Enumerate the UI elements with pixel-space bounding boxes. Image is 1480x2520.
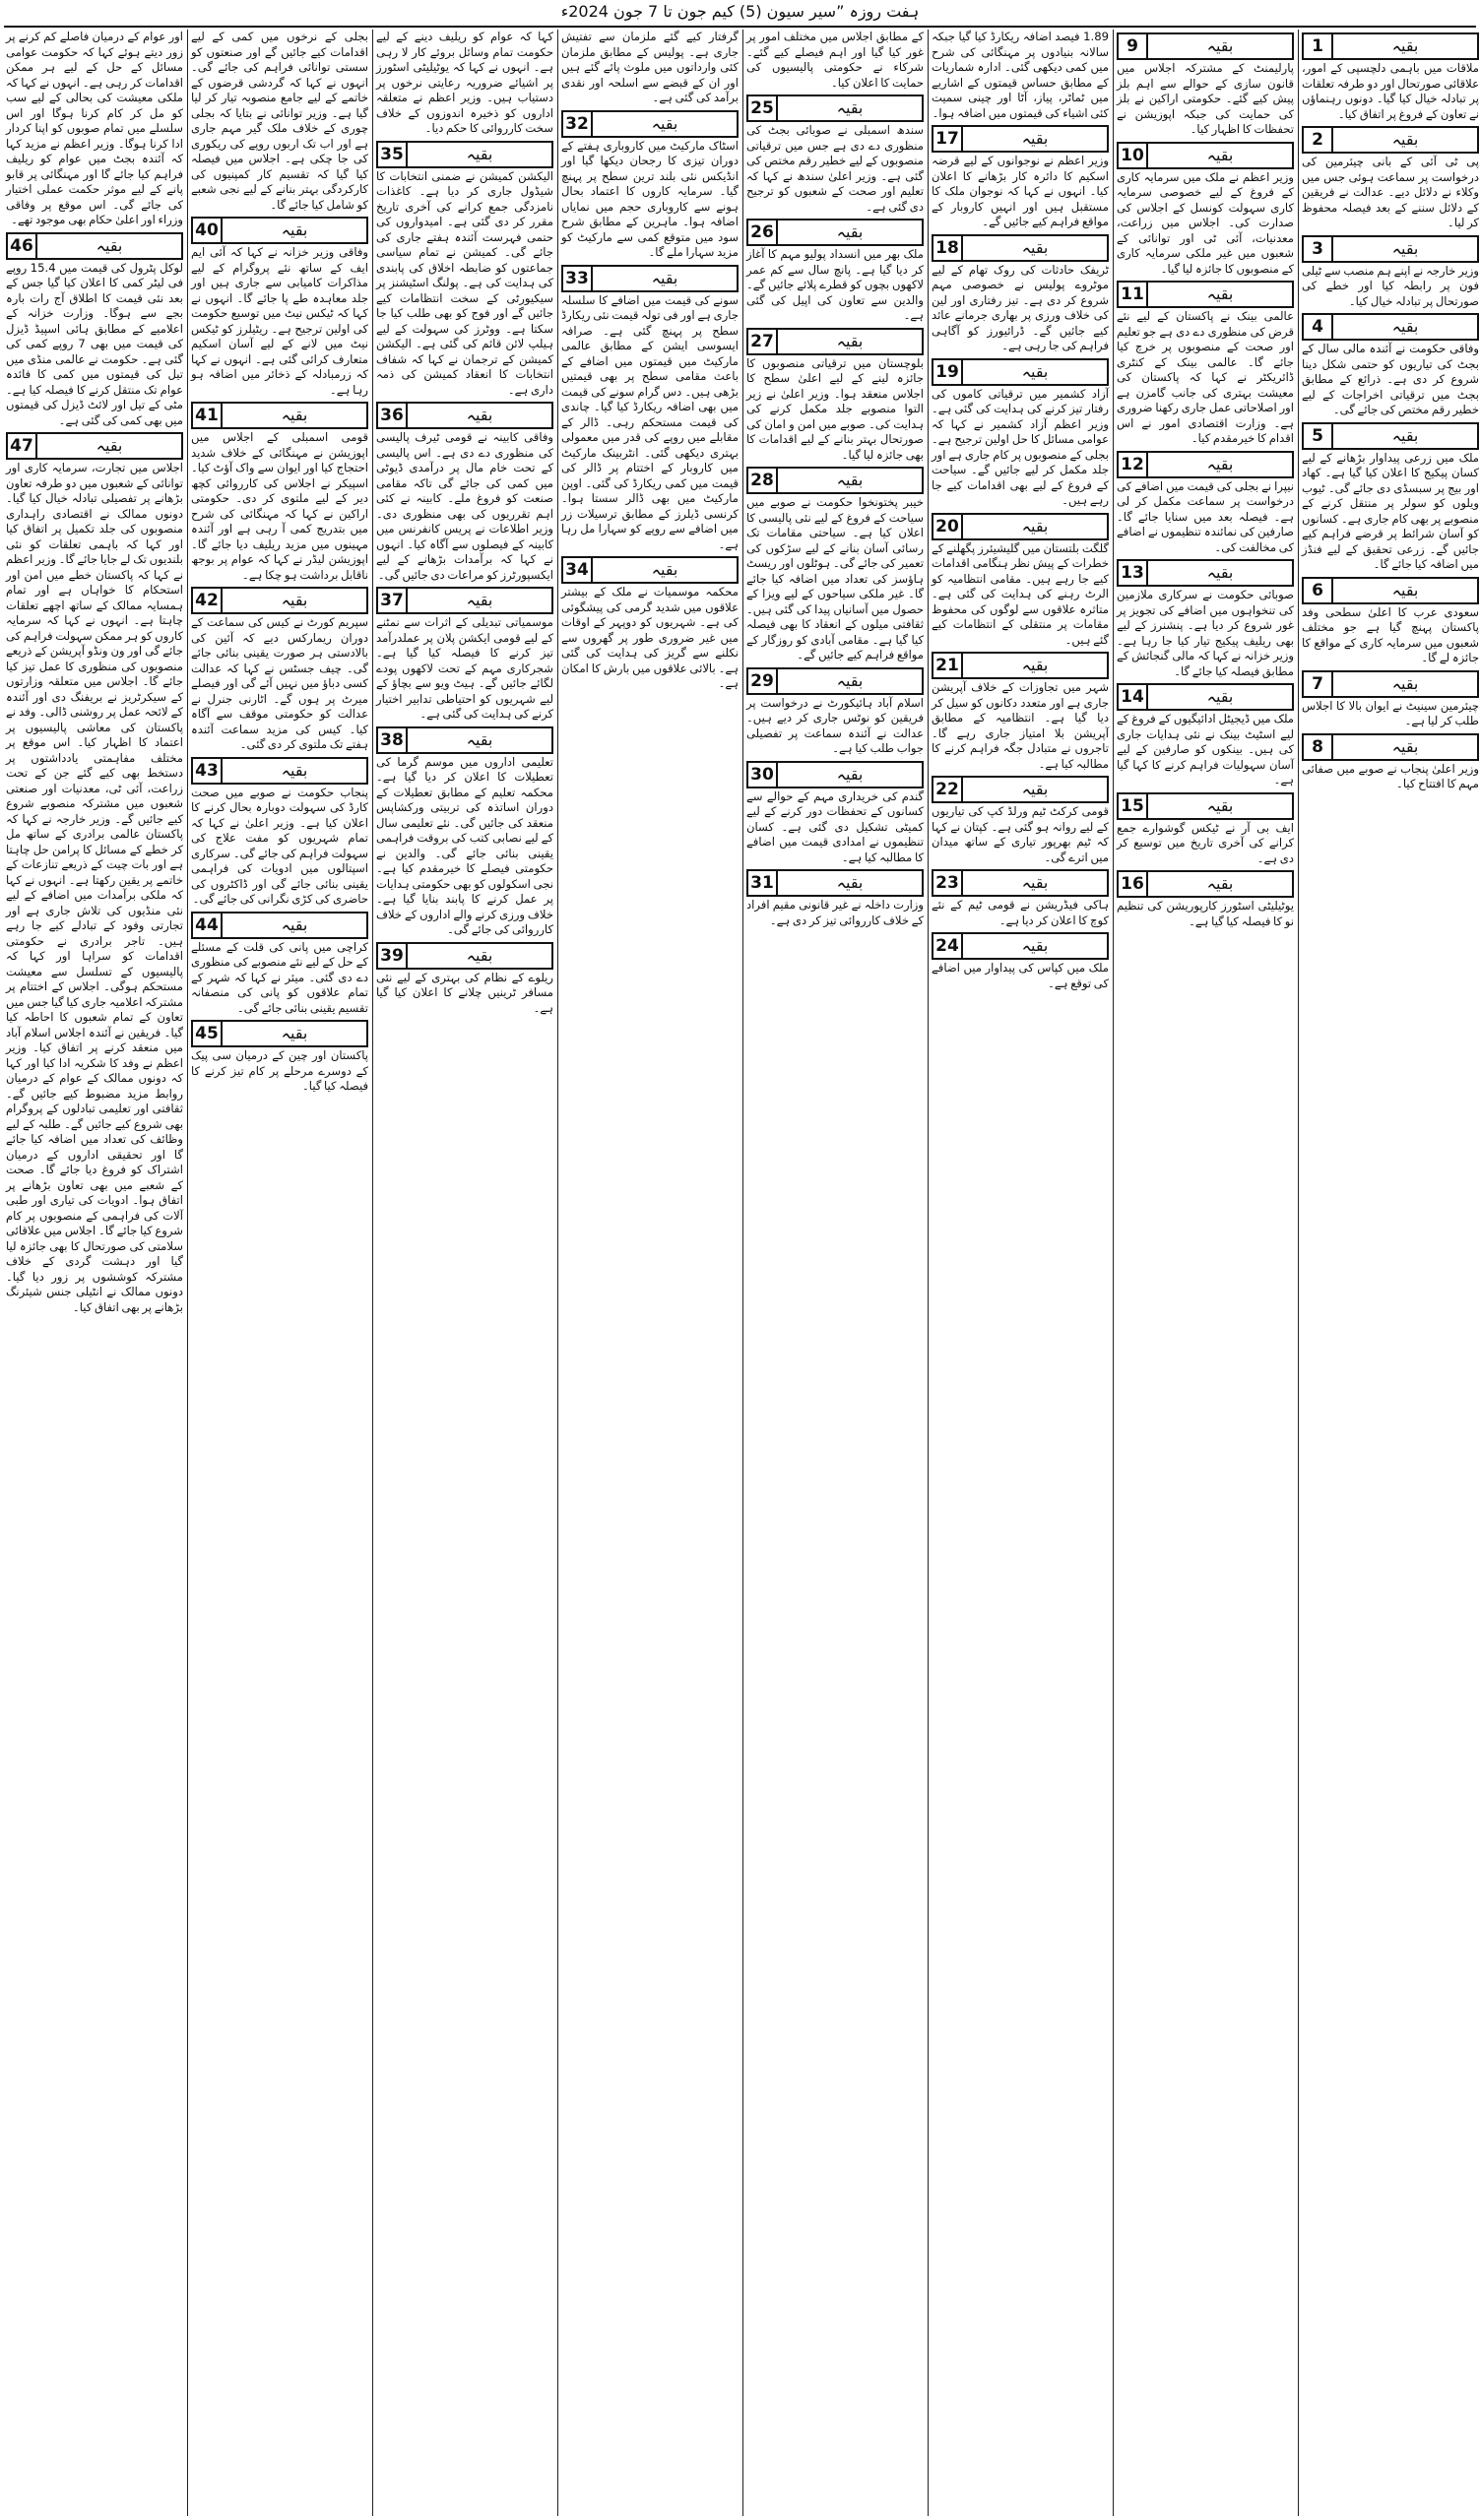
continuation-tag	[561, 265, 739, 290]
continuation-label: بقیہ	[778, 467, 924, 494]
column-divider	[557, 30, 558, 2516]
continuation-label: بقیہ	[963, 869, 1109, 897]
continuation-number: 31	[746, 869, 778, 897]
article-text: تعلیمی اداروں میں موسم گرما کی تعطیلات کا اعلان کر دیا گیا ہے۔ محکمہ تعلیم کے مطابق تعطیلات کے دوران اساتذہ کی تربیتی ورکشاپس منعقد کی جائیں گی۔ نئے تعلیمی سال کے لیے نصابی کتب کی بروقت فراہمی یقینی بنائی جائے گی۔ والدین نے حکومتی فیصلے کا خیرمقدم کیا ہے۔ نجی اسکولوں کو بھی حکومتی ہدایات پر عمل کرنے کا پابند بنایا گیا ہے۔ خلاف ورزی کرنے والے اداروں کے خلاف کارروائی کی جائے گی۔	[376, 754, 553, 936]
continuation-tag	[1302, 577, 1479, 602]
continuation-label: بقیہ	[223, 757, 368, 785]
continuation-label: بقیہ	[1148, 32, 1294, 60]
continuation-label: بقیہ	[778, 94, 924, 122]
continuation-tag	[932, 234, 1109, 260]
article-text: اسٹاک مارکیٹ میں کاروباری ہفتے کے دوران تیزی کا رجحان دیکھا گیا اور انڈیکس نئی بلند ترین سطح پر پہنچ گیا۔ سرمایہ کاروں کا اعتماد بحال ہونے سے کاروباری حجم میں نمایاں اضافہ ہوا۔ ماہرین کے مطابق شرح سود میں متوقع کمی سے مارکیٹ کو مزید سہارا ملے گا۔	[561, 138, 739, 259]
continuation-number: 27	[746, 328, 778, 355]
continuation-label: بقیہ	[408, 141, 553, 168]
article-text: نیپرا نے بجلی کی قیمت میں اضافے کی درخواست پر سماعت مکمل کر لی ہے۔ فیصلہ بعد میں سنایا جائے گا۔ صارفین کی نمائندہ تنظیموں نے اضافے کی مخالفت کی۔	[1117, 478, 1294, 554]
continuation-label: بقیہ	[778, 219, 924, 246]
continuation-tag	[1302, 733, 1479, 759]
continuation-number: 5	[1302, 422, 1333, 450]
article-text: وزارت داخلہ نے غیر قانونی مقیم افراد کے خلاف کارروائی تیز کر دی ہے۔	[746, 898, 924, 927]
article-text: ملک بھر میں انسداد پولیو مہم کا آغاز کر دیا گیا ہے۔ پانچ سال سے کم عمر لاکھوں بچوں کو قطرے پلائے جائیں گے۔ والدین سے تعاون کی اپیل کی گئی ہے۔	[746, 247, 924, 322]
column-divider	[187, 30, 188, 2516]
continuation-label: بقیہ	[593, 110, 739, 138]
continuation-label: بقیہ	[1333, 313, 1479, 341]
article-text: موسمیاتی تبدیلی کے اثرات سے نمٹنے کے لیے قومی ایکشن پلان پر عملدرآمد تیز کرنے کا فیصلہ کیا گیا ہے۔ شجرکاری مہم کے تحت لاکھوں پودے لگائے جائیں گے۔ ہیٹ ویو سے بچاؤ کے لیے شہریوں کو احتیاطی تدابیر اختیار کرنے کی ہدایت کی گئی ہے۔	[376, 615, 553, 721]
continuation-tag	[1302, 235, 1479, 261]
continuation-number: 14	[1117, 683, 1148, 711]
continuation-tag	[932, 652, 1109, 677]
continuation-block	[376, 587, 553, 723]
continuation-block	[1117, 142, 1294, 278]
continuation-tag	[1117, 870, 1294, 896]
continuation-label: بقیہ	[1148, 451, 1294, 478]
continuation-number: 26	[746, 219, 778, 246]
continuation-block	[746, 328, 924, 464]
article-text: عالمی بینک نے پاکستان کے لیے نئے قرض کی منظوری دے دی ہے جو تعلیم اور صحت کے منصوبوں پر خرچ کیا جائے گا۔ عالمی بینک کے کنٹری ڈائریکٹر نے کہا کہ پاکستان کی معیشت بہتری کی جانب گامزن ہے اور اصلاحاتی عمل جاری رکھنا ضروری ہے۔ وزارت اقتصادی امور نے اس اقدام کا خیرمقدم کیا۔	[1117, 309, 1294, 445]
continuation-number: 46	[6, 232, 37, 260]
continuation-block	[932, 30, 1109, 121]
article-text: لوکل پٹرول کی قیمت میں 15.4 روپے فی لیٹر کمی کا اعلان کیا گیا جس کے بعد نئی قیمت کا اطلاق آج رات بارہ بجے سے ہوگا۔ وزارت خزانہ کے اعلامیے کے مطابق ہائی اسپیڈ ڈیزل کی قیمت میں بھی 7 روپے کمی کی گئی ہے۔ حکومت نے عالمی منڈی میں تیل کی قیمتوں میں کمی کا فائدہ عوام تک منتقل کرنے کا فیصلہ کیا ہے۔ مٹی کے تیل اور لائٹ ڈیزل کی قیمتوں میں بھی کمی کی گئی ہے۔	[6, 260, 183, 427]
article-text: قومی کرکٹ ٹیم ورلڈ کپ کی تیاریوں کے لیے روانہ ہو گئی ہے۔ کپتان نے کہا کہ ٹیم بھرپور تیاری کے ساتھ میدان میں اترے گی۔	[932, 804, 1109, 864]
article-text: سندھ اسمبلی نے صوبائی بجٹ کی منظوری دے دی ہے جس میں ترقیاتی منصوبوں کے لیے خطیر رقم مختص کی گئی ہے۔ وزیر اعلیٰ سندھ نے کہا کہ تعلیم اور صحت کے شعبوں کو ترجیح دی گئی ہے۔	[746, 123, 924, 214]
continuation-block	[1302, 670, 1479, 729]
continuation-block	[932, 869, 1109, 928]
continuation-label: بقیہ	[408, 402, 553, 429]
article-text: آزاد کشمیر میں ترقیاتی کاموں کی رفتار تیز کرنے کی ہدایت کی گئی ہے۔ وزیر اعظم آزاد کشمیر نے کہا کہ عوامی مسائل کا حل اولین ترجیح ہے۔ بجلی کے منصوبوں پر کام جاری ہے اور جلد مکمل کر لیے جائیں گے۔ سیاحت کے فروغ کے لیے بھی اقدامات کیے جا رہے ہیں۔	[932, 386, 1109, 507]
article-text: پی ٹی آئی کے بانی چیئرمین کی درخواست پر سماعت ہوئی جس میں وکلاء نے دلائل دیے۔ عدالت نے فریقین کے دلائل سننے کے بعد فیصلہ محفوظ کر لیا۔	[1302, 155, 1479, 229]
continuation-label: بقیہ	[1333, 577, 1479, 604]
article-text: ملاقات میں باہمی دلچسپی کے امور، علاقائی صورتحال اور دو طرفہ تعلقات پر تبادلہ خیال کیا گیا۔ دونوں رہنماؤں نے تعاون کے فروغ پر اتفاق کیا۔	[1302, 61, 1479, 121]
continuation-tag	[1302, 126, 1479, 152]
continuation-number: 11	[1117, 281, 1148, 308]
article-text: ایف بی آر نے ٹیکس گوشوارے جمع کرانے کی آخری تاریخ میں توسیع کر دی ہے۔	[1117, 820, 1294, 865]
continuation-block	[746, 94, 924, 215]
article-text: ہاکی فیڈریشن نے قومی ٹیم کے نئے کوچ کا اعلان کر دیا ہے۔	[932, 898, 1109, 927]
continuation-block	[191, 757, 368, 908]
article-text: ٹریفک حادثات کی روک تھام کے لیے موٹروے پولیس نے خصوصی مہم شروع کر دی ہے۔ تیز رفتاری اور لین کی خلاف ورزی پر بھاری جرمانے عائد کیے جائیں گے۔ ڈرائیورز کو آگاہی فراہم کی جا رہی ہے۔	[932, 262, 1109, 352]
article-text: ریلوے کے نظام کی بہتری کے لیے نئی مسافر ٹرینیں چلانے کا اعلان کیا گیا ہے۔	[376, 970, 553, 1015]
continuation-block	[1117, 451, 1294, 556]
article-text: وزیر اعلیٰ پنجاب نے صوبے میں صفائی مہم کا افتتاح کیا۔	[1302, 761, 1479, 790]
continuation-block	[746, 30, 924, 91]
article-text: اسلام آباد ہائیکورٹ نے درخواست پر فریقین کو نوٹس جاری کر دیے ہیں۔ عدالت نے آئندہ سماعت پر تفصیلی جواب طلب کیا ہے۔	[746, 695, 924, 755]
article-text: اور عوام کے درمیان فاصلے کم کرنے پر زور دیتے ہوئے کہا کہ حکومت عوامی مسائل کے حل کے لیے ہر ممکن اقدامات کر رہی ہے۔ انہوں نے کہا کہ ملکی معیشت کی بحالی کے لیے سب کو مل کر کام کرنا ہوگا اور اس سلسلے میں تمام صوبوں کو اپنا کردار ادا کرنا ہوگا۔ وزیر اعظم نے مزید کہا کہ آئندہ بجٹ میں عوام کو ریلیف فراہم کیا جائے گا اور مہنگائی پر قابو پانے کے لیے موثر حکمت عملی اختیار کی جائے گی۔ اس موقع پر وفاقی وزراء اور اعلیٰ حکام بھی موجود تھے۔	[6, 30, 183, 226]
continuation-tag	[376, 942, 553, 968]
column-divider	[742, 30, 743, 2516]
article-text: وزیر اعظم نے نوجوانوں کے لیے قرضہ اسکیم کا دائرہ کار بڑھانے کا اعلان کیا۔ انہوں نے کہا کہ نوجوان ملک کا مستقبل ہیں اور انہیں کاروبار کے مواقع فراہم کیے جائیں گے۔	[932, 154, 1109, 228]
continuation-tag	[932, 125, 1109, 151]
continuation-number: 6	[1302, 577, 1333, 604]
continuation-tag	[932, 513, 1109, 538]
continuation-tag	[191, 912, 368, 937]
continuation-number: 32	[561, 110, 593, 138]
continuation-number: 20	[932, 513, 963, 540]
continuation-number: 18	[932, 234, 963, 262]
continuation-block	[932, 358, 1109, 509]
continuation-block	[191, 1020, 368, 1095]
continuation-label: بقیہ	[1333, 235, 1479, 263]
continuation-block	[561, 30, 739, 106]
continuation-tag	[1302, 422, 1479, 448]
continuation-label: بقیہ	[1148, 683, 1294, 711]
article-text: کہا کہ عوام کو ریلیف دینے کے لیے حکومت تمام وسائل بروئے کار لا رہی ہے۔ انہوں نے کہا کہ یوٹیلیٹی اسٹورز پر اشیائے ضروریہ رعایتی نرخوں پر دستیاب ہیں۔ وزیر اعظم نے متعلقہ اداروں کو ذخیرہ اندوزوں کے خلاف سخت کارروائی کا حکم دیا۔	[376, 30, 553, 135]
text-column	[744, 30, 926, 2516]
article-text: سعودی عرب کا اعلیٰ سطحی وفد پاکستان پہنچ گیا ہے جو مختلف شعبوں میں سرمایہ کاری کے مواقع کا جائزہ لے گا۔	[1302, 604, 1479, 664]
article-text: 1.89 فیصد اضافہ ریکارڈ کیا گیا جبکہ سالانہ بنیادوں پر مہنگائی کی شرح میں کمی دیکھی گئی۔ ادارہ شماریات کے مطابق حساس قیمتوں کے اشاریے میں ٹماٹر، پیاز، آٹا اور چینی سمیت کئی اشیاء کی قیمتوں میں اضافہ ہوا۔	[932, 30, 1109, 120]
continuation-block	[376, 942, 553, 1017]
continuation-label: بقیہ	[593, 556, 739, 584]
article-text: صوبائی حکومت نے سرکاری ملازمین کی تنخواہوں میں اضافے کی تجویز پر غور شروع کر دیا ہے۔ پنشنرز کے لیے بھی ریلیف پیکیج تیار کیا جا رہا ہے۔ وزیر خزانہ نے کہا کہ مالی گنجائش کے مطابق فیصلہ کیا جائے گا۔	[1117, 588, 1294, 678]
continuation-tag	[1302, 313, 1479, 339]
continuation-tag	[376, 726, 553, 752]
continuation-block	[932, 125, 1109, 230]
continuation-number: 3	[1302, 235, 1333, 263]
continuation-number: 7	[1302, 670, 1333, 698]
continuation-block	[932, 776, 1109, 865]
continuation-label: بقیہ	[223, 217, 368, 244]
continuation-block	[6, 432, 183, 1315]
continuation-label: بقیہ	[1333, 670, 1479, 698]
continuation-number: 42	[191, 587, 223, 614]
article-text: گندم کی خریداری مہم کے حوالے سے کسانوں کے تحفظات دور کرنے کے لیے کمیٹی تشکیل دی گئی ہے۔ کسان تنظیموں نے امدادی قیمت میں اضافے کا مطالبہ کیا ہے۔	[746, 788, 924, 864]
continuation-label: بقیہ	[1333, 733, 1479, 761]
continuation-label: بقیہ	[963, 932, 1109, 960]
continuation-number: 37	[376, 587, 408, 614]
article-text: کے مطابق اجلاس میں مختلف امور پر غور کیا گیا اور اہم فیصلے کیے گئے۔ شرکاء نے حکومتی پالیسیوں کی حمایت کا اعلان کیا۔	[746, 30, 924, 90]
continuation-label: بقیہ	[408, 587, 553, 614]
continuation-block	[376, 30, 553, 137]
column-divider	[1298, 30, 1299, 2516]
continuation-block	[932, 234, 1109, 354]
continuation-block	[932, 652, 1109, 772]
continuation-tag	[746, 328, 924, 353]
continuation-number: 47	[6, 432, 37, 460]
page-header	[0, 0, 1480, 24]
continuation-tag	[6, 232, 183, 258]
text-column	[4, 30, 185, 2516]
continuation-tag	[376, 587, 553, 612]
continuation-tag	[1302, 32, 1479, 58]
continuation-tag	[1117, 142, 1294, 167]
continuation-number: 28	[746, 467, 778, 494]
continuation-label: بقیہ	[1148, 559, 1294, 587]
continuation-tag	[1117, 683, 1294, 709]
continuation-label: بقیہ	[1148, 142, 1294, 169]
continuation-number: 23	[932, 869, 963, 897]
continuation-number: 13	[1117, 559, 1148, 587]
continuation-number: 40	[191, 217, 223, 244]
continuation-block	[376, 402, 553, 583]
continuation-tag	[746, 467, 924, 492]
article-text: پاکستان اور چین کے درمیان سی پیک کے دوسرے مرحلے پر کام تیز کرنے کا فیصلہ کیا گیا۔	[191, 1048, 368, 1093]
continuation-block	[1302, 235, 1479, 310]
article-text: یوٹیلیٹی اسٹورز کارپوریشن کی تنظیم نو کا فیصلہ کیا گیا ہے۔	[1117, 899, 1294, 928]
continuation-number: 36	[376, 402, 408, 429]
continuation-number: 9	[1117, 32, 1148, 60]
continuation-tag	[561, 556, 739, 582]
continuation-block	[1302, 32, 1479, 122]
continuation-number: 16	[1117, 870, 1148, 898]
continuation-label: بقیہ	[778, 328, 924, 355]
continuation-label: بقیہ	[223, 587, 368, 614]
continuation-tag	[746, 94, 924, 120]
column-divider	[928, 30, 929, 2516]
article-text: وفاقی کابینہ نے قومی ٹیرف پالیسی کی منظوری دے دی ہے۔ اس پالیسی کے تحت خام مال پر درآمدی ڈیوٹی میں کمی کی جائے گی تاکہ مقامی صنعت کو فروغ ملے۔ کابینہ نے کئی اہم تقرریوں کی بھی منظوری دی۔ وزیر اطلاعات نے پریس کانفرنس میں کابینہ کے فیصلوں سے آگاہ کیا۔ انہوں نے کہا کہ برآمدات بڑھانے کے لیے ایکسپورٹرز کو مراعات دی جائیں گی۔	[376, 430, 553, 582]
continuation-number: 45	[191, 1020, 223, 1047]
continuation-tag	[746, 869, 924, 895]
continuation-block	[1302, 577, 1479, 666]
continuation-block	[191, 30, 368, 213]
continuation-label: بقیہ	[963, 776, 1109, 803]
article-text: ملک میں زرعی پیداوار بڑھانے کے لیے کسان پیکیج کا اعلان کیا گیا ہے۔ کھاد اور بیج پر سبسڈی دی جائے گی۔ ٹیوب ویلوں کو سولر پر منتقل کرنے کے منصوبے پر بھی کام جاری ہے۔ کسانوں کو آسان شرائط پر قرضے فراہم کیے جائیں گے۔ زرعی تحقیق کے لیے فنڈز میں اضافہ کیا جائے گا۔	[1302, 450, 1479, 571]
continuation-block	[376, 141, 553, 399]
continuation-block	[561, 265, 739, 553]
continuation-number: 1	[1302, 32, 1333, 60]
text-column	[559, 30, 740, 2516]
continuation-tag	[746, 219, 924, 244]
continuation-tag	[191, 217, 368, 242]
continuation-label: بقیہ	[37, 232, 183, 260]
continuation-block	[1302, 422, 1479, 573]
continuation-block	[932, 513, 1109, 649]
continuation-number: 22	[932, 776, 963, 803]
continuation-block	[1117, 281, 1294, 447]
column-divider	[1113, 30, 1114, 2516]
header-rule	[4, 26, 1476, 28]
continuation-label: بقیہ	[408, 726, 553, 754]
continuation-block	[191, 402, 368, 583]
continuation-number: 44	[191, 912, 223, 939]
article-text: خیبر پختونخوا حکومت نے صوبے میں سیاحت کے فروغ کے لیے نئی پالیسی کا اعلان کیا ہے۔ سیاحتی مقامات تک رسائی آسان بنانے کے لیے سڑکوں کی تعمیر کی جائے گی۔ ہوٹلوں اور ریسٹ ہاؤسز کی تعداد میں اضافہ کیا جائے گا۔ غیر ملکی سیاحوں کے لیے ویزا کے حصول میں آسانیاں پیدا کی گئی ہیں۔ ثقافتی میلوں کے انعقاد کا بھی فیصلہ کیا گیا ہے۔ مقامی آبادی کو روزگار کے مواقع فراہم کیے جائیں گے۔	[746, 495, 924, 662]
continuation-label: بقیہ	[963, 125, 1109, 153]
text-column	[374, 30, 555, 2516]
article-text: کراچی میں پانی کی قلت کے مسئلے کے حل کے لیے نئے منصوبے کی منظوری دے دی گئی۔ میئر نے کہا کہ شہر کے تمام علاقوں کو پانی کی منصفانہ تقسیم یقینی بنائی جائے گی۔	[191, 939, 368, 1015]
continuation-label: بقیہ	[778, 869, 924, 897]
continuation-number: 33	[561, 265, 593, 292]
continuation-block	[191, 587, 368, 753]
continuation-block	[1117, 792, 1294, 867]
continuation-tag	[932, 869, 1109, 895]
continuation-block	[6, 30, 183, 228]
continuation-tag	[191, 587, 368, 612]
continuation-tag	[746, 667, 924, 693]
continuation-block	[6, 232, 183, 429]
article-text: وفاقی وزیر خزانہ نے کہا کہ آئی ایم ایف کے ساتھ نئے پروگرام کے لیے مذاکرات کامیابی سے جاری ہیں اور جلد معاہدہ طے پا جائے گا۔ انہوں نے کہا کہ ٹیکس نیٹ میں توسیع حکومت کی اولین ترجیح ہے۔ ریٹیلرز کو ٹیکس نیٹ میں لانے کے لیے آسان اسکیم متعارف کرائی گئی ہے۔ انہوں نے کہا کہ زرمبادلہ کے ذخائر میں اضافہ ہو رہا ہے۔	[191, 245, 368, 397]
continuation-number: 34	[561, 556, 593, 584]
article-text: ملک میں ڈیجیٹل ادائیگیوں کے فروغ کے لیے اسٹیٹ بینک نے نئی ہدایات جاری کی ہیں۔ بینکوں کو صارفین کے لیے آسان سہولیات فراہم کرنے کا کہا گیا ہے۔	[1117, 712, 1294, 787]
continuation-block	[561, 556, 739, 692]
article-text: سونے کی قیمت میں اضافے کا سلسلہ جاری ہے اور فی تولہ قیمت نئی ریکارڈ سطح پر پہنچ گئی ہے۔ صرافہ ایسوسی ایشن کے مطابق عالمی مارکیٹ میں قیمتوں میں اضافے کے باعث مقامی سطح پر بھی قیمتیں بڑھی ہیں۔ دس گرام سونے کی قیمت میں بھی اضافہ ریکارڈ کیا گیا۔ چاندی کی قیمت مستحکم رہی۔ ڈالر کے مقابلے میں روپے کی قدر میں معمولی بہتری دیکھی گئی۔ انٹربینک مارکیٹ میں کاروبار کے اختتام پر ڈالر کی قیمت میں کمی ریکارڈ کی گئی۔ اوپن مارکیٹ میں بھی ڈالر سستا ہوا۔ کرنسی ڈیلرز کے مطابق ترسیلات زر میں اضافے سے روپے کو سہارا مل رہا ہے۔	[561, 292, 739, 551]
continuation-label: بقیہ	[1148, 281, 1294, 308]
continuation-tag	[1302, 670, 1479, 696]
continuation-block	[561, 110, 739, 261]
continuation-tag	[746, 761, 924, 787]
article-text: اجلاس میں تجارت، سرمایہ کاری اور توانائی کے شعبوں میں دو طرفہ تعاون بڑھانے پر تفصیلی تبادلہ خیال کیا گیا۔ دونوں ممالک نے اقتصادی راہداری منصوبوں کی جلد تکمیل پر اتفاق کیا اور کہا کہ باہمی تعلقات کو نئی بلندیوں تک لے جایا جائے گا۔ وزیر اعظم نے کہا کہ پاکستان خطے میں امن اور استحکام کا خواہاں ہے اور تمام ہمسایہ ممالک کے ساتھ اچھے تعلقات چاہتا ہے۔ انہوں نے کہا کہ سرمایہ کاروں کو ہر ممکن سہولت فراہم کی جائے گی اور ون ونڈو آپریشن کے ذریعے منصوبوں کی منظوری کا عمل تیز کیا جائے گا۔ اجلاس میں متعلقہ وزارتوں کے سیکرٹریز نے بریفنگ دی اور آئندہ کے لائحہ عمل پر روشنی ڈالی۔ وفد نے پاکستان کی معاشی پالیسیوں پر اعتماد کا اظہار کیا۔ اس موقع پر مختلف مفاہمتی یادداشتوں پر دستخط بھی کیے گئے جن کے تحت زراعت، آئی ٹی، معدنیات اور صنعتی شعبوں میں مشترکہ منصوبے شروع کیے جائیں گے۔ وزیر خارجہ نے کہا کہ پاکستان عالمی برادری کے ساتھ مل کر خطے کے مسائل کا پرامن حل چاہتا ہے اور بات چیت کے ذریعے تنازعات کے خاتمے پر یقین رکھتا ہے۔ انہوں نے کہا کہ ملکی برآمدات میں اضافے کے لیے نئی منڈیوں کی تلاش جاری ہے اور تجارتی وفود کے تبادلے کیے جا رہے ہیں۔ تاجر برادری نے حکومتی اقدامات کو سراہا اور کہا کہ پالیسیوں کے تسلسل سے معیشت مستحکم ہوگی۔ اجلاس کے اختتام پر مشترکہ اعلامیہ جاری کیا گیا جس میں تعاون کے تمام شعبوں کا احاطہ کیا گیا۔ فریقین نے آئندہ اجلاس اسلام آباد میں منعقد کرنے پر اتفاق کیا۔ وزیر اعظم نے وفد کا شکریہ ادا کیا اور کہا کہ دونوں ممالک کے عوام کے درمیان روابط مزید مضبوط کیے جائیں گے۔ ثقافتی اور تعلیمی تبادلوں کے پروگرام بھی شروع کیے جائیں گے۔ طلبہ کے لیے وظائف کی تعداد میں اضافہ کیا جائے گا اور تحقیقی اداروں کے درمیان اشتراک کو فروغ دیا جائے گا۔ صحت کے شعبے میں بھی تعاون بڑھانے پر اتفاق ہوا۔ ادویات کی تیاری اور طبی آلات کی فراہمی کے منصوبوں پر کام شروع کیا جائے گا۔ اجلاس میں علاقائی سلامتی کی صورتحال کا بھی جائزہ لیا گیا اور دہشت گردی کے خلاف مشترکہ کوششوں پر زور دیا گیا۔ دونوں ممالک نے انٹیلی جنس شیئرنگ بڑھانے پر بھی اتفاق کیا۔	[6, 461, 183, 1314]
continuation-tag	[6, 432, 183, 458]
continuation-block	[1117, 683, 1294, 788]
continuation-block	[376, 726, 553, 938]
continuation-tag	[1117, 792, 1294, 818]
continuation-number: 4	[1302, 313, 1333, 341]
text-column	[1300, 30, 1480, 2516]
continuation-number: 39	[376, 942, 408, 970]
article-text: الیکشن کمیشن نے ضمنی انتخابات کا شیڈول جاری کر دیا ہے۔ کاغذات نامزدگی جمع کرانے کی آخری تاریخ مقرر کر دی گئی ہے۔ امیدواروں کی حتمی فہرست آئندہ ہفتے جاری کی جائے گی۔ کمیشن نے تمام سیاسی جماعتوں کو ضابطہ اخلاق کی پابندی کی ہدایت کی ہے۔ پولنگ اسٹیشنز پر سیکیورٹی کے سخت انتظامات کیے جائیں گے اور فوج کو بھی طلب کیا جا سکتا ہے۔ ووٹرز کی سہولت کے لیے ہیلپ لائن قائم کی گئی ہے۔ الیکشن کمیشن کے ترجمان نے کہا کہ شفاف انتخابات کا انعقاد کمیشن کی ذمہ داری ہے۔	[376, 168, 553, 397]
continuation-number: 15	[1117, 792, 1148, 820]
continuation-tag	[376, 402, 553, 427]
continuation-block	[191, 217, 368, 398]
article-text: گرفتار کیے گئے ملزمان سے تفتیش جاری ہے۔ پولیس کے مطابق ملزمان کئی وارداتوں میں ملوث پائے گئے ہیں اور ان کے قبضے سے اسلحہ اور نقدی برآمد کی گئی ہے۔	[561, 30, 739, 104]
article-text: محکمہ موسمیات نے ملک کے بیشتر علاقوں میں شدید گرمی کی پیشگوئی کی ہے۔ شہریوں کو دوپہر کے اوقات میں غیر ضروری طور پر گھروں سے نکلنے سے گریز کی ہدایت کی گئی ہے۔ بالائی علاقوں میں بارش کا امکان ہے۔	[561, 585, 739, 690]
continuation-label: بقیہ	[408, 942, 553, 970]
article-text: گلگت بلتستان میں گلیشیئرز پگھلنے کے خطرات کے پیش نظر ہنگامی اقدامات کیے جا رہے ہیں۔ مقامی انتظامیہ کو الرٹ رہنے کی ہدایت کی گئی ہے۔ متاثرہ علاقوں سے لوگوں کی محفوظ مقامات پر منتقلی کے انتظامات کیے گئے ہیں۔	[932, 540, 1109, 647]
text-column	[189, 30, 370, 2516]
article-text: قومی اسمبلی کے اجلاس میں اپوزیشن نے مہنگائی کے خلاف شدید احتجاج کیا اور ایوان سے واک آؤٹ کیا۔ اسپیکر نے اجلاس کی کارروائی کچھ دیر کے لیے ملتوی کر دی۔ حکومتی اراکین نے کہا کہ مہنگائی کی شرح میں بتدریج کمی آ رہی ہے اور آئندہ مہینوں میں مزید ریلیف دیا جائے گا۔ اپوزیشن لیڈر نے کہا کہ عوام پر بوجھ ناقابل برداشت ہو چکا ہے۔	[191, 430, 368, 582]
continuation-number: 19	[932, 358, 963, 386]
continuation-tag	[191, 757, 368, 783]
continuation-block	[1302, 313, 1479, 418]
continuation-block	[746, 869, 924, 928]
article-text: چیئرمین سینیٹ نے ایوان بالا کا اجلاس طلب کر لیا ہے۔	[1302, 698, 1479, 727]
continuation-tag	[191, 402, 368, 427]
continuation-number: 21	[932, 652, 963, 679]
header-title: ہفت روزہ ”سیر سیون (5) کیم جون تا 7 جون 2024ء	[560, 2, 920, 21]
continuation-block	[191, 912, 368, 1017]
article-text: وفاقی حکومت نے آئندہ مالی سال کے بجٹ کی تیاریوں کو حتمی شکل دینا شروع کر دی ہے۔ ذرائع کے مطابق بجٹ میں ترقیاتی اخراجات کے لیے خطیر رقم مختص کی جائے گی۔	[1302, 342, 1479, 416]
continuation-tag	[932, 932, 1109, 958]
continuation-number: 25	[746, 94, 778, 122]
continuation-number: 29	[746, 667, 778, 695]
continuation-label: بقیہ	[963, 513, 1109, 540]
continuation-block	[1117, 870, 1294, 929]
continuation-label: بقیہ	[593, 265, 739, 292]
continuation-label: بقیہ	[963, 358, 1109, 386]
column-divider	[372, 30, 373, 2516]
continuation-block	[1117, 559, 1294, 679]
article-text: ملک میں کپاس کی پیداوار میں اضافے کی توقع ہے۔	[932, 961, 1109, 990]
continuation-block	[746, 219, 924, 324]
continuation-number: 10	[1117, 142, 1148, 169]
continuation-number: 8	[1302, 733, 1333, 761]
continuation-label: بقیہ	[1333, 126, 1479, 154]
continuation-tag	[932, 776, 1109, 801]
continuation-label: بقیہ	[223, 912, 368, 939]
continuation-label: بقیہ	[778, 667, 924, 695]
article-text: وزیر خارجہ نے اپنے ہم منصب سے ٹیلی فون پر رابطہ کیا اور خطے کی صورتحال پر تبادلہ خیال کیا۔	[1302, 263, 1479, 308]
continuation-block	[932, 932, 1109, 991]
continuation-block	[746, 761, 924, 866]
continuation-label: بقیہ	[1333, 422, 1479, 450]
continuation-number: 35	[376, 141, 408, 168]
continuation-tag	[1117, 281, 1294, 306]
continuation-tag	[191, 1020, 368, 1045]
continuation-label: بقیہ	[1333, 32, 1479, 60]
continuation-label: بقیہ	[1148, 870, 1294, 898]
article-text: بلوچستان میں ترقیاتی منصوبوں کا جائزہ لینے کے لیے اعلیٰ سطح کا اجلاس منعقد ہوا۔ وزیر اعلیٰ نے زیر التوا منصوبے جلد مکمل کرنے کی ہدایت کی۔ صوبے میں امن و امان کی صورتحال بہتر بنانے کے لیے اقدامات کا بھی جائزہ لیا گیا۔	[746, 355, 924, 462]
continuation-tag	[1117, 32, 1294, 58]
continuation-number: 24	[932, 932, 963, 960]
article-text: شہر میں تجاوزات کے خلاف آپریشن جاری ہے اور متعدد دکانوں کو سیل کر دیا گیا ہے۔ انتظامیہ کے مطابق آپریشن بلا امتیاز جاری رہے گا۔ تاجروں نے متبادل جگہ فراہم کرنے کا مطالبہ کیا ہے۔	[932, 680, 1109, 771]
continuation-label: بقیہ	[223, 1020, 368, 1047]
continuation-block	[1302, 126, 1479, 231]
continuation-number: 41	[191, 402, 223, 429]
continuation-label: بقیہ	[963, 652, 1109, 679]
continuation-tag	[376, 141, 553, 166]
continuation-number: 2	[1302, 126, 1333, 154]
article-text: بجلی کے نرخوں میں کمی کے لیے اقدامات کیے جائیں گے اور صنعتوں کو سستی توانائی فراہم کی جائے گی۔ انہوں نے کہا کہ گردشی قرضوں کے خاتمے کے لیے جامع منصوبہ تیار کر لیا گیا ہے۔ وزیر توانائی نے بتایا کہ بجلی چوری کے خلاف ملک گیر مہم جاری ہے اور اب تک اربوں روپے کی ریکوری کی جا چکی ہے۔ اجلاس میں فیصلہ کیا گیا کہ تقسیم کار کمپنیوں کی کارکردگی بہتر بنانے کے لیے نجی شعبے کو شامل کیا جائے گا۔	[191, 30, 368, 212]
continuation-tag	[561, 110, 739, 136]
continuation-number: 30	[746, 761, 778, 788]
article-text: پنجاب حکومت نے صوبے میں صحت کارڈ کی سہولت دوبارہ بحال کرنے کا اعلان کیا ہے۔ وزیر اعلیٰ نے کہا کہ تمام شہریوں کو مفت علاج کی سہولت فراہم کی جائے گی۔ سرکاری اسپتالوں میں ادویات کی فراہمی یقینی بنائی جائے گی اور ڈاکٹروں کی حاضری کی کڑی نگرانی کی جائے گی۔	[191, 785, 368, 906]
continuation-label: بقیہ	[778, 761, 924, 788]
continuation-label: بقیہ	[223, 402, 368, 429]
continuation-tag	[932, 358, 1109, 384]
text-column	[1115, 30, 1296, 2516]
continuation-tag	[1117, 451, 1294, 476]
continuation-number: 17	[932, 125, 963, 153]
continuation-number: 12	[1117, 451, 1148, 478]
text-column	[930, 30, 1111, 2516]
continuation-label: بقیہ	[963, 234, 1109, 262]
continuation-block	[1117, 32, 1294, 138]
continuation-tag	[1117, 559, 1294, 585]
continuation-number: 43	[191, 757, 223, 785]
continuation-block	[746, 667, 924, 757]
continuation-label: بقیہ	[1148, 792, 1294, 820]
continuation-block	[746, 467, 924, 663]
continuation-label: بقیہ	[37, 432, 183, 460]
continuation-block	[1302, 733, 1479, 792]
article-text: سپریم کورٹ نے کیس کی سماعت کے دوران ریمارکس دیے کہ آئین کی بالادستی ہر صورت یقینی بنائی جائے گی۔ چیف جسٹس نے کہا کہ عدالت کسی دباؤ میں نہیں آئے گی اور فیصلے میرٹ پر ہوں گے۔ اٹارنی جنرل نے عدالت کو حکومتی موقف سے آگاہ کیا۔ کیس کی مزید سماعت آئندہ ہفتے تک ملتوی کر دی گئی۔	[191, 615, 368, 751]
continuation-number: 38	[376, 726, 408, 754]
article-text: وزیر اعظم نے ملک میں سرمایہ کاری کے فروغ کے لیے خصوصی سرمایہ کاری سہولت کونسل کے اجلاس کی صدارت کی۔ اجلاس میں زراعت، معدنیات، آئی ٹی اور توانائی کے شعبوں میں غیر ملکی سرمایہ کاری کے منصوبوں کا جائزہ لیا گیا۔	[1117, 169, 1294, 276]
article-text: پارلیمنٹ کے مشترکہ اجلاس میں قانون سازی کے حوالے سے اہم بلز پیش کیے گئے۔ حکومتی اراکین نے بلز کی حمایت کی جبکہ اپوزیشن نے تحفظات کا اظہار کیا۔	[1117, 61, 1294, 136]
